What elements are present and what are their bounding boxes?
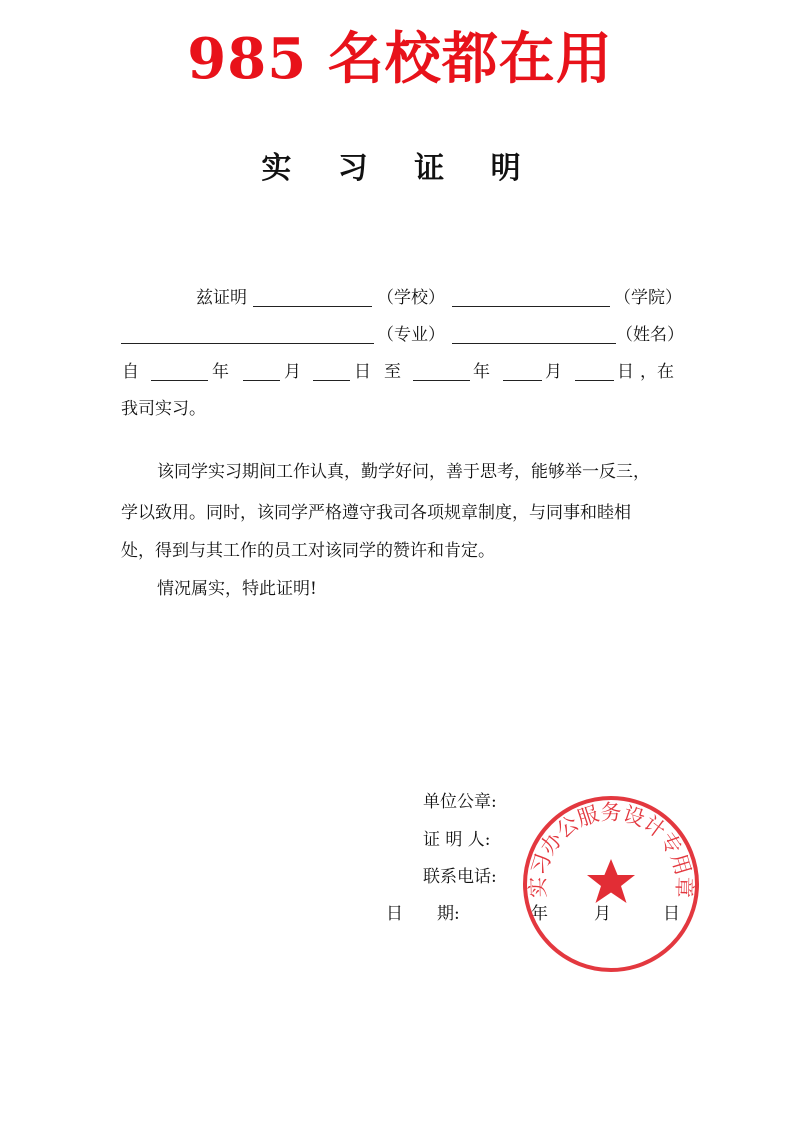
- start-year-blank[interactable]: [151, 380, 208, 381]
- end-month-label: 月: [545, 362, 562, 382]
- start-day-label: 日: [354, 362, 371, 382]
- start-day-blank[interactable]: [313, 380, 350, 381]
- promo-banner: 985 名校都在用: [187, 26, 613, 92]
- seal-graphic: [520, 793, 702, 975]
- end-year-blank[interactable]: [413, 380, 470, 381]
- college-label: （学院）: [614, 288, 682, 308]
- five-point-star-icon: [587, 859, 635, 903]
- body-paragraph-line-2: 学以致用。同时，该同学严格遵守我司各项规章制度，与同事和睦相: [121, 503, 631, 523]
- start-year-label: 年: [212, 362, 229, 382]
- date-day-label: 日: [663, 904, 680, 924]
- document-title: 实 习 证 明: [261, 151, 539, 186]
- date-month-label: 月: [594, 904, 611, 924]
- witness-label: 证 明 人:: [423, 830, 491, 850]
- company-seal-stamp: [520, 793, 702, 975]
- end-year-label: 年: [473, 362, 490, 382]
- closing-statement: 情况属实，特此证明!: [157, 579, 317, 599]
- body-paragraph-line-1: 该同学实习期间工作认真，勤学好问，善于思考，能够举一反三，: [157, 462, 650, 482]
- start-month-blank[interactable]: [243, 380, 280, 381]
- intern-text: 我司实习。: [121, 399, 206, 419]
- major-label: （专业）: [377, 325, 445, 345]
- seal-label: 单位公章:: [423, 792, 497, 812]
- school-blank[interactable]: [253, 306, 372, 307]
- phone-label: 联系电话:: [423, 867, 497, 887]
- end-day-blank[interactable]: [575, 380, 614, 381]
- date-year-label: 年: [531, 904, 548, 924]
- end-day-label: 日: [617, 362, 634, 382]
- college-blank[interactable]: [452, 306, 610, 307]
- body-paragraph-line-3: 处，得到与其工作的员工对该同学的赞许和肯定。: [121, 541, 495, 561]
- date-label: 日 期:: [386, 904, 460, 924]
- from-label: 自: [122, 362, 139, 382]
- certify-intro: 兹证明: [196, 288, 247, 308]
- seal-text: 实习办公服务设计专用章: [525, 800, 697, 899]
- start-month-label: 月: [284, 362, 301, 382]
- name-blank[interactable]: [452, 343, 616, 344]
- school-label: （学校）: [377, 288, 445, 308]
- to-label: 至: [384, 362, 401, 382]
- major-blank[interactable]: [121, 343, 374, 344]
- end-month-blank[interactable]: [503, 380, 542, 381]
- tail-text: ，在: [640, 362, 674, 382]
- name-label: （姓名）: [616, 325, 684, 345]
